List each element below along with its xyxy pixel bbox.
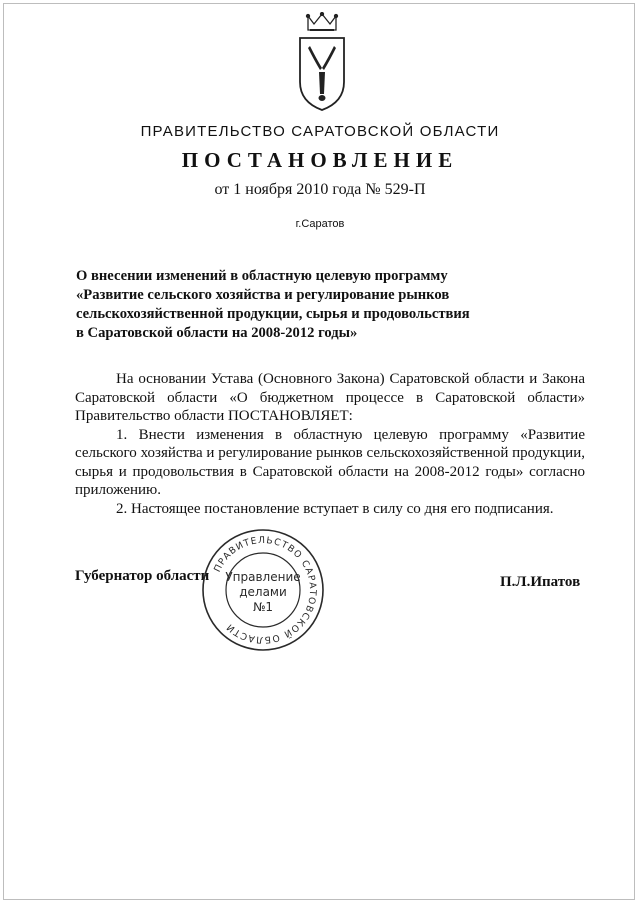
document-type: ПОСТАНОВЛЕНИЕ [181,148,459,172]
organization-name: ПРАВИТЕЛЬСТВО САРАТОВСКОЙ ОБЛАСТИ [140,123,500,140]
stamp-center-line: №1 [252,600,274,614]
document-date-number: от 1 ноября 2010 года № 529-П [214,181,426,198]
document-subject [76,267,546,343]
subject-line: сельскохозяйственной продукции, сырья и продовольствия [76,306,470,322]
official-stamp [200,527,326,653]
subject-line: в Саратовской области на 2008-2012 годы» [76,325,358,341]
body-paragraph: 2. Настоящее постановление вступает в силу со дня его подписания. [116,500,554,517]
signatory-position: Губернатор области [75,568,210,584]
stamp-center-line: делами [239,585,287,599]
document-body [75,370,585,518]
subject-line: О внесении изменений в областную целевую программу [76,268,448,284]
saratov-coat-of-arms-icon [292,12,352,112]
document-city: г.Саратов [295,218,345,230]
stamp-ring-text: ПРАВИТЕЛЬСТВО САРАТОВСКОЙ ОБЛАСТИ [211,534,319,646]
subject-line: «Развитие сельского хозяйства и регулирование рынков [76,287,450,303]
signatory-name: П.Л.Ипатов [500,574,581,590]
body-paragraph: 1. Внести изменения в областную целевую программу «Развитие сельского хозяйства и регулирование рынков сельскохозяйственной продукции, сырья и продовольствия в Саратовской области на 2008-2012 годы» согласно приложению. [75,426,585,498]
body-paragraph: На основании Устава (Основного Закона) Саратовской области и Закона Саратовской области «О бюджетном процессе в Саратовской области» Правительство области ПОСТАНОВЛЯЕТ: [75,371,585,424]
stamp-center-line: Управление [225,570,301,584]
